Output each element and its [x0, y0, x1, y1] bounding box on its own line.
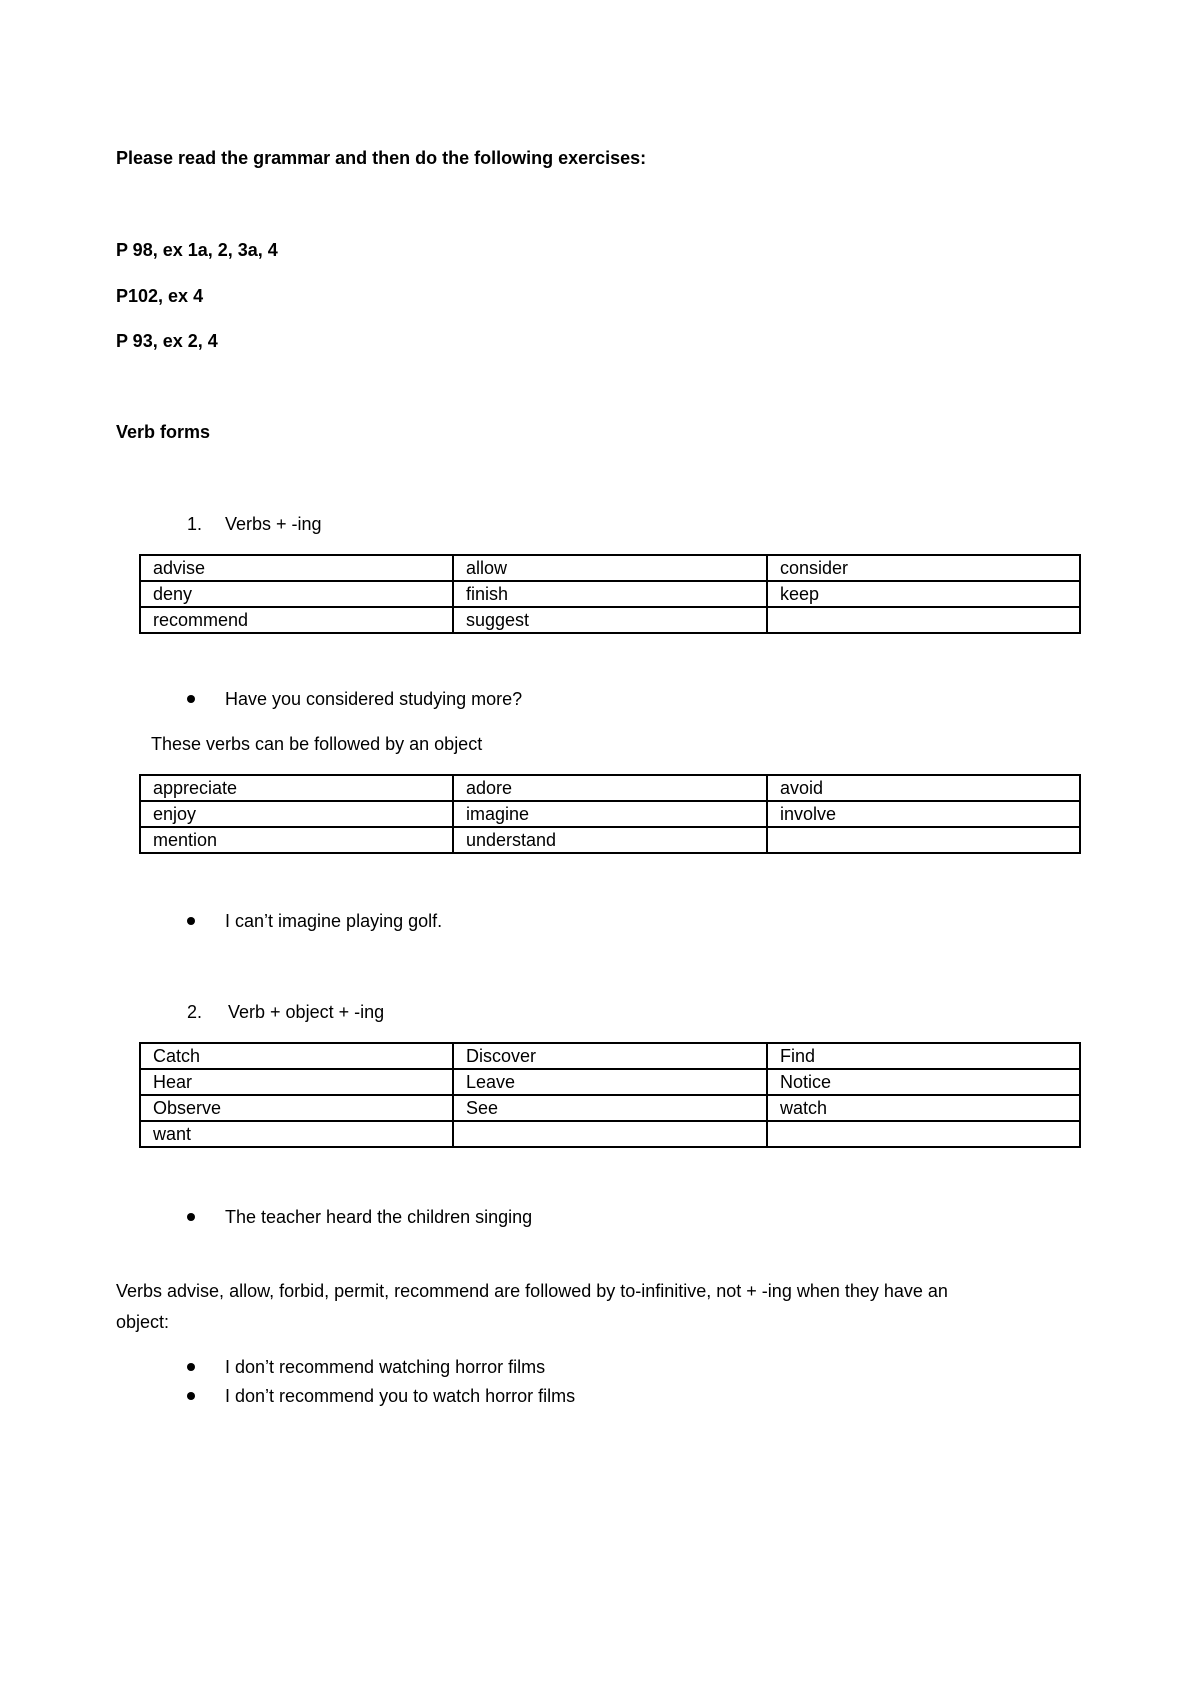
rule-example-2: I don’t recommend you to watch horror films [225, 1386, 576, 1406]
table-cell: keep [767, 581, 1080, 607]
table-cell: understand [453, 827, 767, 853]
example-sentence-3: The teacher heard the children singing [225, 1207, 533, 1227]
table-row [140, 801, 1080, 827]
example-sentence-1: Have you considered studying more? [225, 689, 523, 709]
table-cell: Notice [767, 1069, 1080, 1095]
table-cell: advise [140, 555, 453, 581]
exercise-line-1: P 98, ex 1a, 2, 3a, 4 [116, 240, 278, 260]
table-cell: Hear [140, 1069, 453, 1095]
table-cell: allow [453, 555, 767, 581]
table-cell: suggest [453, 607, 767, 633]
table-cell: Discover [453, 1043, 767, 1069]
table-cell: deny [140, 581, 453, 607]
table-cell: Find [767, 1043, 1080, 1069]
table-cell: Catch [140, 1043, 453, 1069]
bullet-icon [187, 1213, 195, 1221]
object-note: These verbs can be followed by an object [151, 734, 483, 754]
table-row [140, 607, 1080, 633]
table-row [140, 1095, 1080, 1121]
verbs-object-table [139, 774, 1081, 854]
table-row [140, 581, 1080, 607]
bullet-icon [187, 917, 195, 925]
section1-title: Verbs + -ing [225, 514, 322, 534]
table-row [140, 555, 1080, 581]
table-row [140, 1069, 1080, 1095]
table-cell: want [140, 1121, 453, 1147]
table-cell: finish [453, 581, 767, 607]
table-cell [453, 1121, 767, 1147]
table-cell: recommend [140, 607, 453, 633]
bullet-icon [187, 1363, 195, 1371]
rule-text-line-2: object: [116, 1312, 170, 1332]
section1-number: 1. [187, 514, 203, 534]
exercise-line-2: P102, ex 4 [116, 286, 204, 306]
table-row [140, 775, 1080, 801]
table-cell: involve [767, 801, 1080, 827]
table-cell: consider [767, 555, 1080, 581]
verb-object-ing-table [139, 1042, 1081, 1148]
table-cell: mention [140, 827, 453, 853]
table-cell: imagine [453, 801, 767, 827]
table-cell [767, 607, 1080, 633]
table-cell: avoid [767, 775, 1080, 801]
table-cell [767, 827, 1080, 853]
instruction-text: Please read the grammar and then do the following exercises: [116, 148, 647, 168]
rule-example-1: I don’t recommend watching horror films [225, 1357, 546, 1377]
bullet-icon [187, 1392, 195, 1400]
table-cell: appreciate [140, 775, 453, 801]
section2-number: 2. [187, 1002, 203, 1022]
table-row [140, 827, 1080, 853]
section-heading: Verb forms [116, 422, 211, 442]
section2-title: Verb + object + -ing [228, 1002, 385, 1022]
table-cell [767, 1121, 1080, 1147]
verbs-ing-table [139, 554, 1081, 634]
table-cell: adore [453, 775, 767, 801]
exercise-line-3: P 93, ex 2, 4 [116, 331, 218, 351]
table-cell: Observe [140, 1095, 453, 1121]
table-cell: See [453, 1095, 767, 1121]
table-row [140, 1121, 1080, 1147]
table-cell: enjoy [140, 801, 453, 827]
table-cell: Leave [453, 1069, 767, 1095]
bullet-icon [187, 695, 195, 703]
rule-text-line-1: Verbs advise, allow, forbid, permit, recommend are followed by to-infinitive, not + -ing when they have an [116, 1281, 948, 1301]
table-row [140, 1043, 1080, 1069]
table-cell: watch [767, 1095, 1080, 1121]
example-sentence-2: I can’t imagine playing golf. [225, 911, 443, 931]
